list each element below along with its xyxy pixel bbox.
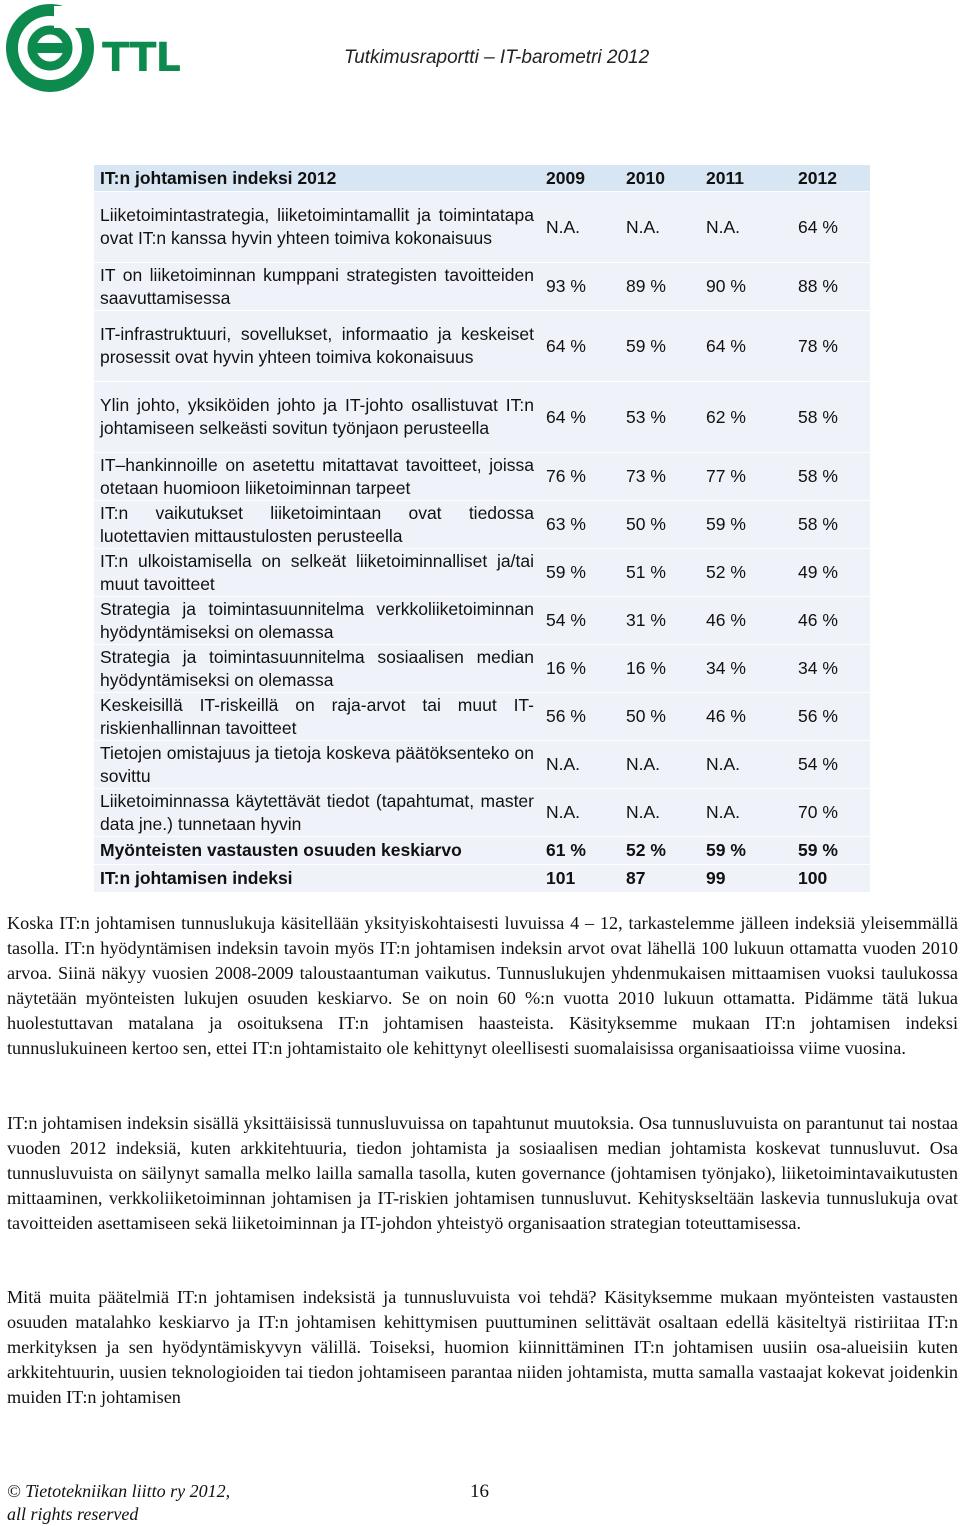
- index-row: [94, 865, 870, 893]
- page-number: 16: [470, 1481, 489, 1502]
- value-cell-2012: 100: [786, 865, 870, 893]
- value-cell-2010: 73 %: [620, 453, 700, 501]
- row-label: Liiketoimintastrategia, liiketoimintamallit ja toimintatapa ovat IT:n kanssa hyvin yhteen toimiva kokonaisuus: [94, 192, 540, 263]
- it-management-index-table: [94, 165, 870, 893]
- table-row: [94, 645, 870, 693]
- value-cell-2011: 52 %: [700, 549, 786, 597]
- value-cell-2009: 64 %: [540, 311, 620, 382]
- ttl-logo: [4, 2, 194, 94]
- value-cell-2009: 61 %: [540, 837, 620, 865]
- value-cell-2010: 50 %: [620, 501, 700, 549]
- table-row: [94, 789, 870, 837]
- value-cell-2011: N.A.: [700, 741, 786, 789]
- year-header-2012: 2012: [786, 165, 870, 192]
- report-title: Tutkimusraportti – IT-barometri 2012: [344, 47, 650, 68]
- value-cell-2010: 50 %: [620, 693, 700, 741]
- value-cell-2010: 89 %: [620, 263, 700, 311]
- value-cell-2009: 54 %: [540, 597, 620, 645]
- value-cell-2010: 51 %: [620, 549, 700, 597]
- table-row: [94, 263, 870, 311]
- row-label: Liiketoiminnassa käytettävät tiedot (tapahtumat, master data jne.) tunnetaan hyvin: [94, 789, 540, 837]
- value-cell-2011: 46 %: [700, 693, 786, 741]
- row-label: IT-infrastruktuuri, sovellukset, informaatio ja keskeiset prosessit ovat hyvin yhteen toimiva kokonaisuus: [94, 311, 540, 382]
- value-cell-2009: N.A.: [540, 741, 620, 789]
- value-cell-2011: 77 %: [700, 453, 786, 501]
- table-row: [94, 693, 870, 741]
- logo-text: TTL: [102, 35, 180, 81]
- value-cell-2010: N.A.: [620, 192, 700, 263]
- value-cell-2009: 63 %: [540, 501, 620, 549]
- table-row: [94, 741, 870, 789]
- value-cell-2011: 34 %: [700, 645, 786, 693]
- row-label: IT–hankinnoille on asetettu mitattavat tavoitteet, joissa otetaan huomioon liiketoiminnan tarpeet: [94, 453, 540, 501]
- value-cell-2012: 58 %: [786, 453, 870, 501]
- average-row: [94, 837, 870, 865]
- value-cell-2012: 58 %: [786, 382, 870, 453]
- value-cell-2010: 52 %: [620, 837, 700, 865]
- value-cell-2009: N.A.: [540, 192, 620, 263]
- paragraph-indicator-changes: IT:n johtamisen indeksin sisällä yksittäisissä tunnusluvuissa on tapahtunut muutoksia. Osa tunnusluvuista on parantunut tai nostaa vuoden 2012 indeksiä, kuten arkkitehtuuria, tiedon johtamista ja sosiaalisen median johtamista koskevat tunnusluvut. Osa tunnusluvuista on säilynyt samalla melko lailla samalla tasolla, kuten governance (johtamisen työnjako), liiketoimintavaikutusten mittaaminen, verkkoliiketoiminnan johtamisen ja IT-riskien johtamisen tunnusluvut. Kehityskseltään laskevia tunnuslukuja ovat tavoitteiden asettamiseen sekä liiketoiminnan ja IT-johdon yhteistyö organisaation strategian toteuttamisessa.: [7, 1113, 958, 1233]
- row-label: Ylin johto, yksiköiden johto ja IT-johto osallistuvat IT:n johtamiseen selkeästi sovitun työnjaon perusteella: [94, 382, 540, 453]
- value-cell-2011: N.A.: [700, 192, 786, 263]
- value-cell-2010: 16 %: [620, 645, 700, 693]
- value-cell-2012: 46 %: [786, 597, 870, 645]
- value-cell-2011: 90 %: [700, 263, 786, 311]
- value-cell-2009: 16 %: [540, 645, 620, 693]
- table-row: [94, 382, 870, 453]
- table-row: [94, 453, 870, 501]
- copyright-notice: [7, 1480, 230, 1526]
- value-cell-2012: 49 %: [786, 549, 870, 597]
- value-cell-2012: 78 %: [786, 311, 870, 382]
- value-cell-2009: 56 %: [540, 693, 620, 741]
- year-header-2011: 2011: [700, 165, 786, 192]
- value-cell-2011: 64 %: [700, 311, 786, 382]
- row-label: IT:n johtamisen indeksi: [94, 865, 540, 893]
- value-cell-2011: 46 %: [700, 597, 786, 645]
- value-cell-2009: 93 %: [540, 263, 620, 311]
- table-header-row: [94, 165, 870, 192]
- table-row: [94, 501, 870, 549]
- value-cell-2010: N.A.: [620, 789, 700, 837]
- year-header-2010: 2010: [620, 165, 700, 192]
- value-cell-2010: N.A.: [620, 741, 700, 789]
- row-label: IT on liiketoiminnan kumppani strategisten tavoitteiden saavuttamisessa: [94, 263, 540, 311]
- value-cell-2011: 59 %: [700, 837, 786, 865]
- value-cell-2009: 76 %: [540, 453, 620, 501]
- value-cell-2012: 88 %: [786, 263, 870, 311]
- value-cell-2009: 101: [540, 865, 620, 893]
- value-cell-2011: 62 %: [700, 382, 786, 453]
- paragraph-conclusions: Mitä muita päätelmiä IT:n johtamisen indeksistä ja tunnusluvuista voi tehdä? Käsityksemme mukaan myönteisten vastausten osuuden matalahko keskiarvo ja IT:n johtamisen kehittymisen puuttuminen selittävät osaltaan edellä käsiteltyä ristiriitaa IT:n merkityksen ja sen hyödyntämiskyvyn välillä. Toiseksi, huomion kiinnittäminen IT:n johtamisen uusiin osa-alueisiin kuten arkkitehtuurin, uusien teknologioiden tai tiedon johtamiseen parantaa niiden johtamista, mutta samalla vastaajat kokevat joidenkin muiden IT:n johtamisen: [7, 1287, 958, 1407]
- table-row: [94, 311, 870, 382]
- value-cell-2012: 59 %: [786, 837, 870, 865]
- value-cell-2009: 64 %: [540, 382, 620, 453]
- value-cell-2012: 54 %: [786, 741, 870, 789]
- year-header-2009: 2009: [540, 165, 620, 192]
- table-row: [94, 597, 870, 645]
- value-cell-2010: 59 %: [620, 311, 700, 382]
- table-title: IT:n johtamisen indeksi 2012: [94, 165, 540, 192]
- value-cell-2011: N.A.: [700, 789, 786, 837]
- value-cell-2009: N.A.: [540, 789, 620, 837]
- paragraph-index-overview: Koska IT:n johtamisen tunnuslukuja käsitellään yksityiskohtaisesti luvuissa 4 – 12, tarkastelemme jälleen indeksiä yleisemmällä tasolla. IT:n hyödyntämisen indeksin tavoin myös IT:n johtamisen indeksin arvot ovat lähellä 100 lukuun ottamatta vuoden 2010 arvoa. Siinä näkyy vuosien 2008-2009 taloustaantuman vaikutus. Tunnuslukujen yhdenmukaisen mittaamisen vuoksi taulukossa näytetään myönteisten lukujen osuuden keskiarvo. Se on noin 60 %:n vuotta 2010 lukuun ottamatta. Pidämme tätä lukua huolestuttavan matalana ja osoituksena IT:n johtamisen haasteista. Käsityksemme mukaan IT:n johtamisen indeksi tunnuslukuineen kertoo sen, ettei IT:n johtamistaito ole kehittynyt oleellisesti suomalaisissa organisaatioissa viime vuosina.: [7, 913, 958, 1058]
- copyright-line-1: © Tietotekniikan liitto ry 2012,: [7, 1481, 231, 1501]
- table-row: [94, 549, 870, 597]
- row-label: Strategia ja toimintasuunnitelma sosiaalisen median hyödyntämiseksi on olemassa: [94, 645, 540, 693]
- table-row: [94, 192, 870, 263]
- value-cell-2010: 31 %: [620, 597, 700, 645]
- value-cell-2012: 56 %: [786, 693, 870, 741]
- value-cell-2012: 58 %: [786, 501, 870, 549]
- value-cell-2010: 87: [620, 865, 700, 893]
- value-cell-2011: 59 %: [700, 501, 786, 549]
- row-label: Strategia ja toimintasuunnitelma verkkoliiketoiminnan hyödyntämiseksi on olemassa: [94, 597, 540, 645]
- copyright-line-2: all rights reserved: [7, 1504, 139, 1524]
- value-cell-2010: 53 %: [620, 382, 700, 453]
- value-cell-2012: 64 %: [786, 192, 870, 263]
- value-cell-2012: 34 %: [786, 645, 870, 693]
- row-label: IT:n vaikutukset liiketoimintaan ovat tiedossa luotettavien mittaustulosten perusteella: [94, 501, 540, 549]
- value-cell-2012: 70 %: [786, 789, 870, 837]
- row-label: Keskeisillä IT-riskeillä on raja-arvot tai muut IT-riskienhallinnan tavoitteet: [94, 693, 540, 741]
- row-label: IT:n ulkoistamisella on selkeät liiketoiminnalliset ja/tai muut tavoitteet: [94, 549, 540, 597]
- row-label: Myönteisten vastausten osuuden keskiarvo: [94, 837, 540, 865]
- value-cell-2009: 59 %: [540, 549, 620, 597]
- row-label: Tietojen omistajuus ja tietoja koskeva päätöksenteko on sovittu: [94, 741, 540, 789]
- value-cell-2011: 99: [700, 865, 786, 893]
